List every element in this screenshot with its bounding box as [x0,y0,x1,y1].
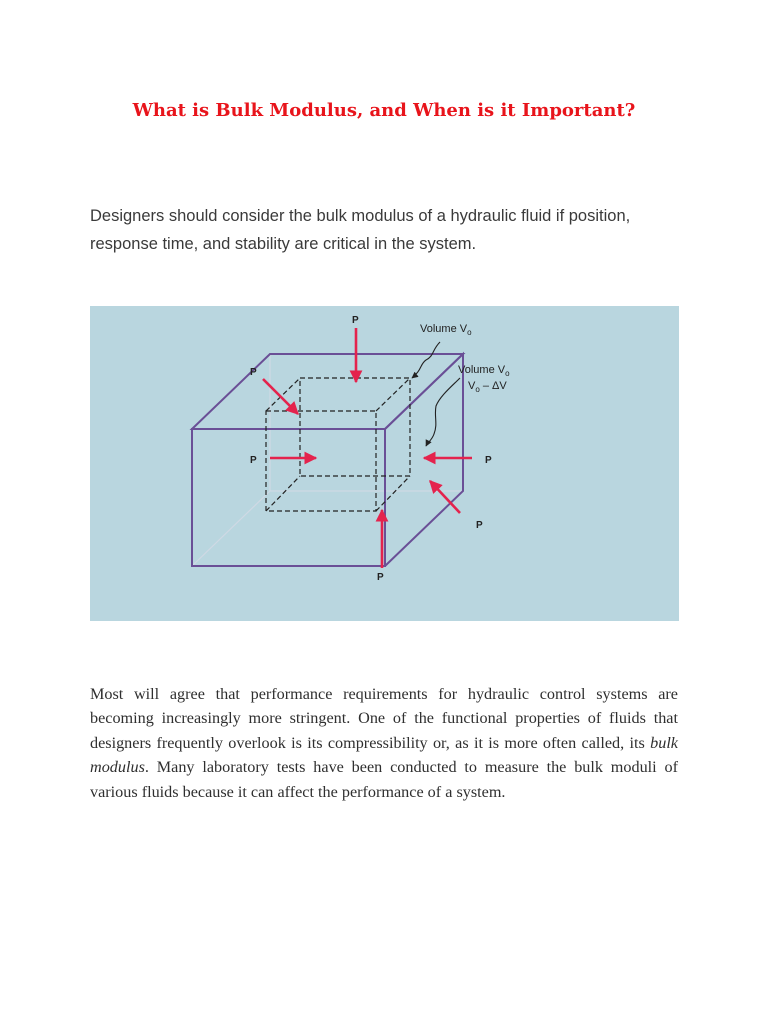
volume-expression-delta: – ΔV [479,380,507,392]
pressure-label-left: P [250,455,257,466]
volume-label-inner-subscript: o [505,369,510,378]
body-text-before: Most will agree that performance requirements for hydraulic control systems are becoming increasingly more stringent. One of the functional properties of fluids that designers frequently overlook is its compressibility or, as it is more often called, its [90,685,678,752]
pressure-label-top: P [352,315,359,326]
intro-paragraph: Designers should consider the bulk modulus of a hydraulic fluid if position, response time, and stability are critical in the system. [90,207,631,253]
pressure-label-lower-right: P [476,520,483,531]
volume-expression-v: V [468,380,476,392]
body-text-after: . Many laboratory tests have been conducted to measure the bulk moduli of various fluids because it can affect the performance of a system. [90,758,678,801]
volume-label-outer-text: Volume V [420,323,468,335]
pressure-arrows [263,328,472,568]
pressure-label-bottom: P [377,572,384,583]
bulk-modulus-term: bulk modulus [90,733,678,777]
cube-diagram [90,306,679,621]
volume-label-outer [420,323,472,337]
volume-label-outer-subscript: o [467,328,472,337]
outer-cube [192,354,463,566]
outer-cube-hidden-edges [192,354,463,566]
pressure-label-upper-left: P [250,367,257,378]
volume-leaders [412,342,460,446]
pressure-label-right: P [485,455,492,466]
volume-label-inner-text: Volume V [458,364,506,376]
volume-expression [468,380,507,394]
bulk-modulus-figure [90,306,679,621]
volume-expression-subscript: o [475,385,480,394]
body-paragraph [90,682,678,804]
page-title: What is Bulk Modulus, and When is it Important? [132,100,636,121]
volume-label-inner [458,364,510,378]
